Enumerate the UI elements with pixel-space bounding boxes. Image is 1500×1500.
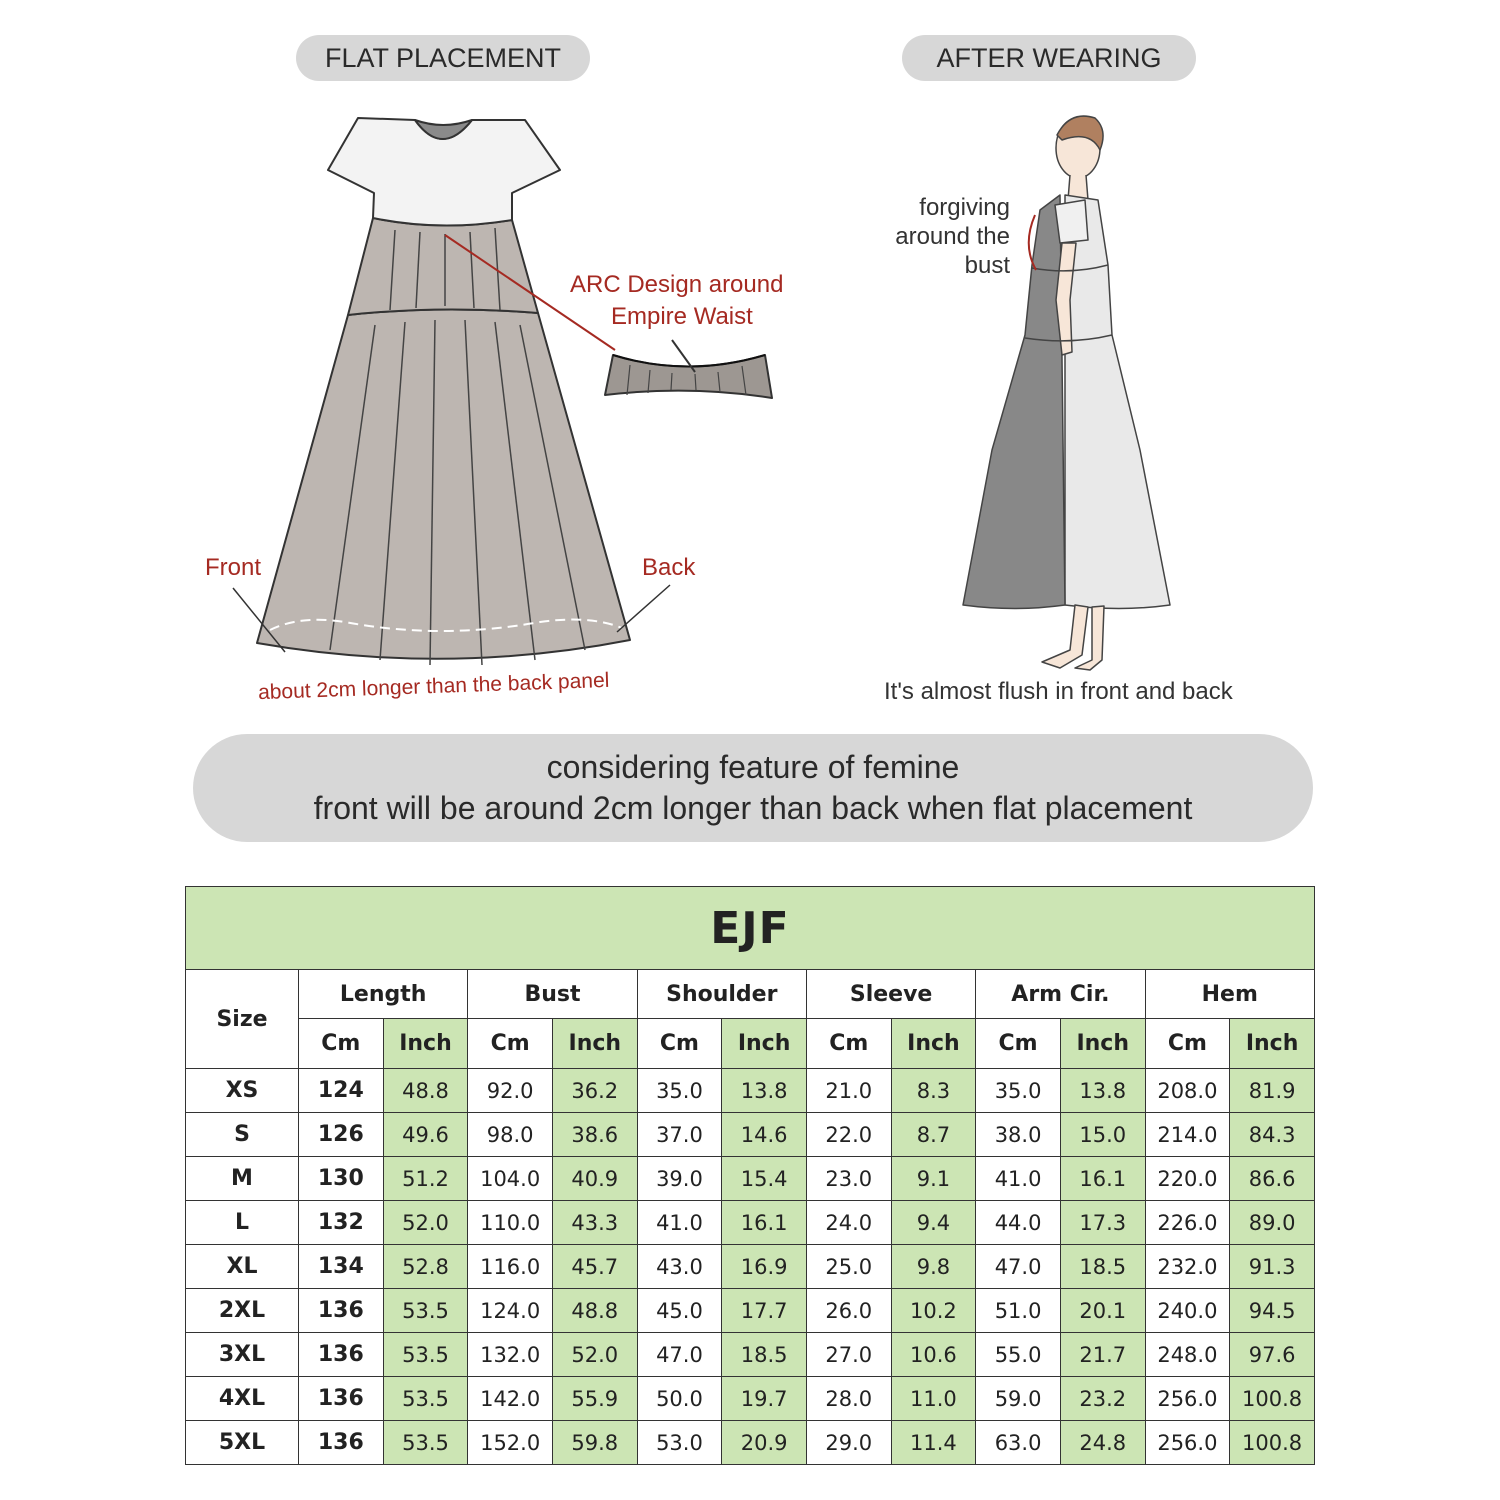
unit-cm-header: Cm — [299, 1019, 384, 1069]
value-cell: 51.2 — [383, 1157, 468, 1201]
value-cell: 45.0 — [637, 1289, 722, 1333]
value-cell: 52.8 — [383, 1245, 468, 1289]
value-cell: 84.3 — [1230, 1113, 1315, 1157]
value-cell: 91.3 — [1230, 1245, 1315, 1289]
arc-note-line2: Empire Waist — [611, 303, 753, 330]
value-cell: 51.0 — [976, 1289, 1061, 1333]
size-cell: 5XL — [186, 1421, 299, 1465]
value-cell: 100.8 — [1230, 1421, 1315, 1465]
value-cell: 27.0 — [806, 1333, 891, 1377]
value-cell: 17.3 — [1060, 1201, 1145, 1245]
flush-note: It's almost flush in front and back — [884, 678, 1233, 705]
value-cell: 47.0 — [976, 1245, 1061, 1289]
value-cell: 132.0 — [468, 1333, 553, 1377]
value-cell: 44.0 — [976, 1201, 1061, 1245]
value-cell: 63.0 — [976, 1421, 1061, 1465]
value-cell: 16.1 — [722, 1201, 807, 1245]
size-cell: S — [186, 1113, 299, 1157]
table-row — [186, 1421, 1315, 1465]
unit-cm-header: Cm — [976, 1019, 1061, 1069]
unit-inch-header: Inch — [383, 1019, 468, 1069]
value-cell: 48.8 — [383, 1069, 468, 1113]
group-header: Shoulder — [637, 970, 806, 1019]
value-cell: 124.0 — [468, 1289, 553, 1333]
value-cell: 136 — [299, 1333, 384, 1377]
value-cell: 53.5 — [383, 1289, 468, 1333]
value-cell: 134 — [299, 1245, 384, 1289]
value-cell: 81.9 — [1230, 1069, 1315, 1113]
group-header: Arm Cir. — [976, 970, 1145, 1019]
value-cell: 20.1 — [1060, 1289, 1145, 1333]
value-cell: 248.0 — [1145, 1333, 1230, 1377]
size-cell: XS — [186, 1069, 299, 1113]
value-cell: 35.0 — [976, 1069, 1061, 1113]
size-cell: XL — [186, 1245, 299, 1289]
value-cell: 256.0 — [1145, 1421, 1230, 1465]
unit-inch-header: Inch — [891, 1019, 976, 1069]
value-cell: 24.8 — [1060, 1421, 1145, 1465]
value-cell: 110.0 — [468, 1201, 553, 1245]
value-cell: 136 — [299, 1421, 384, 1465]
value-cell: 136 — [299, 1377, 384, 1421]
value-cell: 98.0 — [468, 1113, 553, 1157]
size-rows — [186, 1069, 1315, 1465]
value-cell: 130 — [299, 1157, 384, 1201]
size-cell: 3XL — [186, 1333, 299, 1377]
table-row — [186, 1113, 1315, 1157]
value-cell: 55.9 — [552, 1377, 637, 1421]
value-cell: 18.5 — [1060, 1245, 1145, 1289]
value-cell: 53.5 — [383, 1333, 468, 1377]
value-cell: 29.0 — [806, 1421, 891, 1465]
unit-inch-header: Inch — [722, 1019, 807, 1069]
value-cell: 116.0 — [468, 1245, 553, 1289]
value-cell: 45.7 — [552, 1245, 637, 1289]
value-cell: 25.0 — [806, 1245, 891, 1289]
value-cell: 97.6 — [1230, 1333, 1315, 1377]
arc-note-line1: ARC Design around — [570, 271, 784, 298]
banner-line2: front will be around 2cm longer than back when flat placement — [313, 790, 1193, 826]
size-cell: M — [186, 1157, 299, 1201]
unit-cm-header: Cm — [1145, 1019, 1230, 1069]
flat-dress-drawing — [233, 118, 772, 665]
front-label: Front — [205, 554, 262, 581]
value-cell: 136 — [299, 1289, 384, 1333]
group-header: Length — [299, 970, 468, 1019]
size-cell: 4XL — [186, 1377, 299, 1421]
value-cell: 21.7 — [1060, 1333, 1145, 1377]
bust-note-line1: forgiving — [919, 194, 1010, 221]
unit-cm-header: Cm — [637, 1019, 722, 1069]
hem-note: about 2cm longer than the back panel — [257, 668, 610, 705]
value-cell: 226.0 — [1145, 1201, 1230, 1245]
unit-inch-header: Inch — [552, 1019, 637, 1069]
value-cell: 104.0 — [468, 1157, 553, 1201]
value-cell: 38.0 — [976, 1113, 1061, 1157]
value-cell: 41.0 — [976, 1157, 1061, 1201]
value-cell: 53.5 — [383, 1377, 468, 1421]
value-cell: 13.8 — [1060, 1069, 1145, 1113]
size-chart-table — [185, 886, 1315, 1465]
value-cell: 256.0 — [1145, 1377, 1230, 1421]
dress-illustrations — [0, 0, 1500, 720]
value-cell: 43.3 — [552, 1201, 637, 1245]
table-row — [186, 1245, 1315, 1289]
value-cell: 124 — [299, 1069, 384, 1113]
value-cell: 53.5 — [383, 1421, 468, 1465]
banner-line1: considering feature of femine — [546, 749, 960, 785]
value-cell: 240.0 — [1145, 1289, 1230, 1333]
value-cell: 14.6 — [722, 1113, 807, 1157]
value-cell: 220.0 — [1145, 1157, 1230, 1201]
value-cell: 52.0 — [552, 1333, 637, 1377]
value-cell: 9.1 — [891, 1157, 976, 1201]
value-cell: 49.6 — [383, 1113, 468, 1157]
value-cell: 50.0 — [637, 1377, 722, 1421]
size-cell: 2XL — [186, 1289, 299, 1333]
value-cell: 100.8 — [1230, 1377, 1315, 1421]
group-header: Sleeve — [806, 970, 975, 1019]
value-cell: 35.0 — [637, 1069, 722, 1113]
value-cell: 22.0 — [806, 1113, 891, 1157]
bust-note-line3: bust — [964, 252, 1010, 279]
value-cell: 23.2 — [1060, 1377, 1145, 1421]
value-cell: 40.9 — [552, 1157, 637, 1201]
bust-note — [880, 193, 1010, 280]
value-cell: 94.5 — [1230, 1289, 1315, 1333]
unit-header-row — [186, 1019, 1315, 1069]
back-label: Back — [642, 554, 696, 581]
value-cell: 52.0 — [383, 1201, 468, 1245]
value-cell: 126 — [299, 1113, 384, 1157]
flat-placement-label: FLAT PLACEMENT — [296, 35, 590, 81]
value-cell: 20.9 — [722, 1421, 807, 1465]
value-cell: 92.0 — [468, 1069, 553, 1113]
value-cell: 55.0 — [976, 1333, 1061, 1377]
table-row — [186, 1201, 1315, 1245]
value-cell: 13.8 — [722, 1069, 807, 1113]
value-cell: 152.0 — [468, 1421, 553, 1465]
value-cell: 8.3 — [891, 1069, 976, 1113]
value-cell: 86.6 — [1230, 1157, 1315, 1201]
value-cell: 16.1 — [1060, 1157, 1145, 1201]
info-banner — [193, 734, 1313, 842]
value-cell: 21.0 — [806, 1069, 891, 1113]
table-row — [186, 1333, 1315, 1377]
value-cell: 48.8 — [552, 1289, 637, 1333]
value-cell: 11.4 — [891, 1421, 976, 1465]
value-cell: 15.0 — [1060, 1113, 1145, 1157]
value-cell: 10.6 — [891, 1333, 976, 1377]
unit-cm-header: Cm — [468, 1019, 553, 1069]
value-cell: 24.0 — [806, 1201, 891, 1245]
table-row — [186, 1069, 1315, 1113]
value-cell: 19.7 — [722, 1377, 807, 1421]
value-cell: 43.0 — [637, 1245, 722, 1289]
value-cell: 9.8 — [891, 1245, 976, 1289]
value-cell: 37.0 — [637, 1113, 722, 1157]
group-header: Bust — [468, 970, 637, 1019]
size-cell: L — [186, 1201, 299, 1245]
value-cell: 8.7 — [891, 1113, 976, 1157]
value-cell: 142.0 — [468, 1377, 553, 1421]
table-row — [186, 1289, 1315, 1333]
group-header: Hem — [1145, 970, 1314, 1019]
after-wearing-label: AFTER WEARING — [902, 35, 1196, 81]
value-cell: 16.9 — [722, 1245, 807, 1289]
value-cell: 10.2 — [891, 1289, 976, 1333]
table-row — [186, 1157, 1315, 1201]
value-cell: 17.7 — [722, 1289, 807, 1333]
unit-inch-header: Inch — [1230, 1019, 1315, 1069]
value-cell: 53.0 — [637, 1421, 722, 1465]
value-cell: 89.0 — [1230, 1201, 1315, 1245]
value-cell: 39.0 — [637, 1157, 722, 1201]
value-cell: 208.0 — [1145, 1069, 1230, 1113]
value-cell: 18.5 — [722, 1333, 807, 1377]
unit-inch-header: Inch — [1060, 1019, 1145, 1069]
value-cell: 232.0 — [1145, 1245, 1230, 1289]
value-cell: 9.4 — [891, 1201, 976, 1245]
value-cell: 214.0 — [1145, 1113, 1230, 1157]
brand-title: EJF — [186, 887, 1315, 970]
value-cell: 41.0 — [637, 1201, 722, 1245]
value-cell: 26.0 — [806, 1289, 891, 1333]
table-row — [186, 1377, 1315, 1421]
value-cell: 59.0 — [976, 1377, 1061, 1421]
value-cell: 47.0 — [637, 1333, 722, 1377]
value-cell: 15.4 — [722, 1157, 807, 1201]
group-header-row — [186, 970, 1315, 1019]
value-cell: 59.8 — [552, 1421, 637, 1465]
value-cell: 38.6 — [552, 1113, 637, 1157]
value-cell: 28.0 — [806, 1377, 891, 1421]
value-cell: 36.2 — [552, 1069, 637, 1113]
value-cell: 23.0 — [806, 1157, 891, 1201]
size-header: Size — [186, 970, 299, 1069]
bust-note-line2: around the — [895, 223, 1010, 250]
unit-cm-header: Cm — [806, 1019, 891, 1069]
value-cell: 132 — [299, 1201, 384, 1245]
value-cell: 11.0 — [891, 1377, 976, 1421]
